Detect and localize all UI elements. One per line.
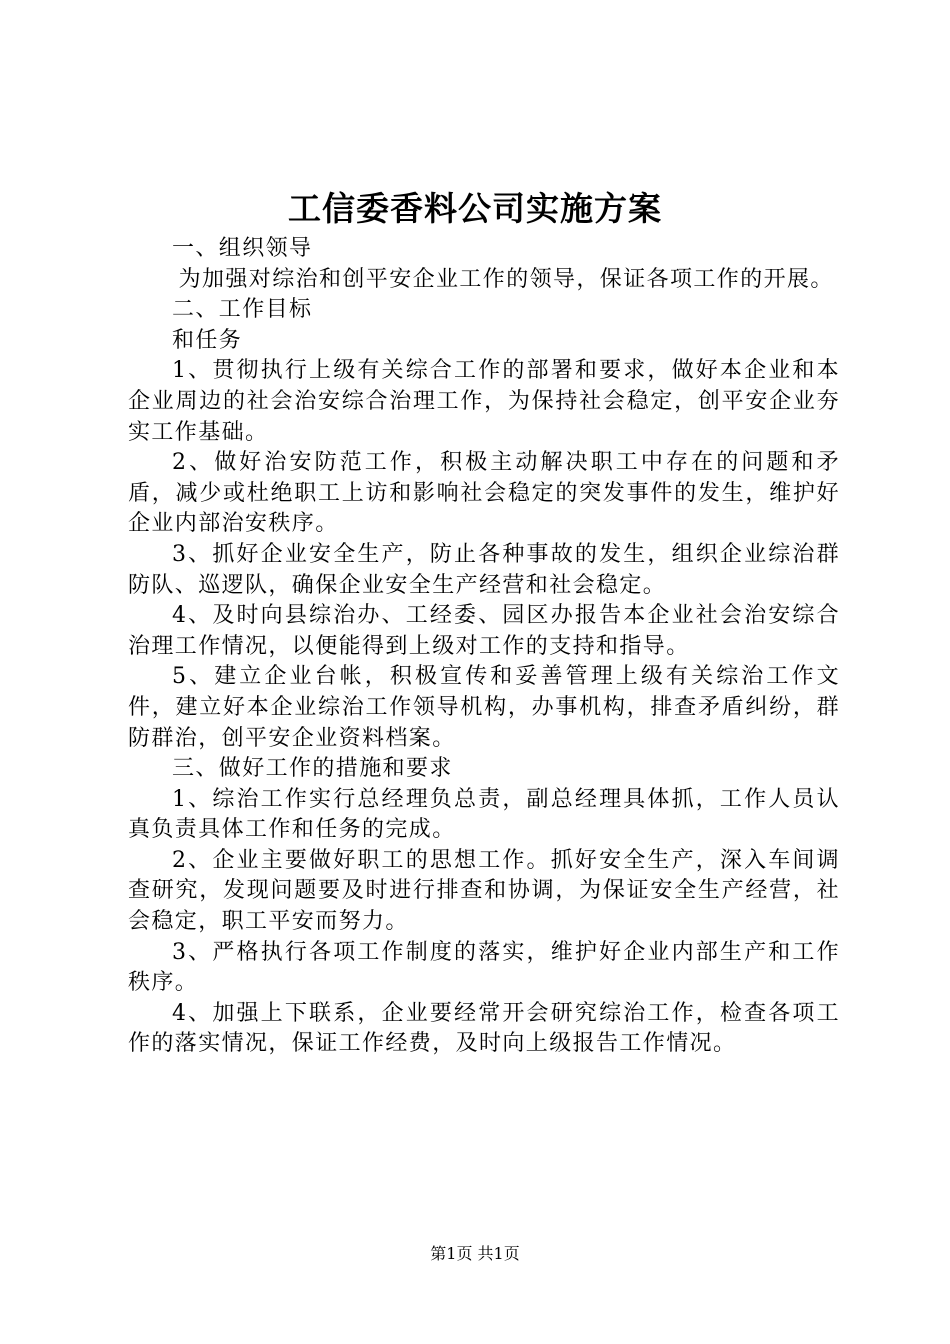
section-heading-organization: 一、组织领导 <box>172 236 313 261</box>
measure-item-4: 4、加强上下联系，企业要经常开会研究综治工作，检查各项工作的落实情况，保证工作经费，及时向上级报告工作情况。 <box>128 1000 840 1057</box>
goal-item-3: 3、抓好企业安全生产，防止各种事故的发生，组织企业综治群防队、巡逻队，确保企业安全生产经营和社会稳定。 <box>128 541 840 598</box>
goal-item-5: 5、建立企业台帐，积极宣传和妥善管理上级有关综治工作文件，建立好本企业综治工作领导机构，办事机构，排查矛盾纠纷，群防群治，创平安企业资料档案。 <box>128 664 840 751</box>
document-title: 工信委香料公司实施方案 <box>288 189 662 228</box>
section-heading-goals: 二、工作目标 <box>172 297 313 323</box>
goal-item-2: 2、做好治安防范工作，积极主动解决职工中存在的问题和矛盾，减少或杜绝职工上访和影响社会稳定的突发事件的发生，维护好企业内部治安秩序。 <box>128 450 840 537</box>
section-heading-goals-continued: 和任务 <box>172 327 243 353</box>
measure-item-3: 3、严格执行各项工作制度的落实，维护好企业内部生产和工作秩序。 <box>128 939 840 996</box>
document-body <box>128 234 840 1060</box>
page-footer: 第1页 共1页 <box>430 1244 520 1263</box>
section-heading-measures: 三、做好工作的措施和要求 <box>172 756 453 782</box>
goal-item-4: 4、及时向县综治办、工经委、园区办报告本企业社会治安综合治理工作情况，以便能得到上级对工作的支持和指导。 <box>128 603 840 659</box>
paragraph-organization: 为加强对综治和创平安企业工作的领导，保证各项工作的开展。 <box>178 266 834 292</box>
goal-item-1: 1、贯彻执行上级有关综合工作的部署和要求，做好本企业和本企业周边的社会治安综合治理工作，为保持社会稳定，创平安企业夯实工作基础。 <box>128 358 840 445</box>
measure-item-1: 1、综治工作实行总经理负总责，副总经理具体抓，工作人员认真负责具体工作和任务的完成。 <box>128 786 840 843</box>
measure-item-2: 2、企业主要做好职工的思想工作。抓好安全生产，深入车间调查研究，发现问题要及时进行排查和协调，为保证安全生产经营，社会稳定，职工平安而努力。 <box>128 847 840 935</box>
